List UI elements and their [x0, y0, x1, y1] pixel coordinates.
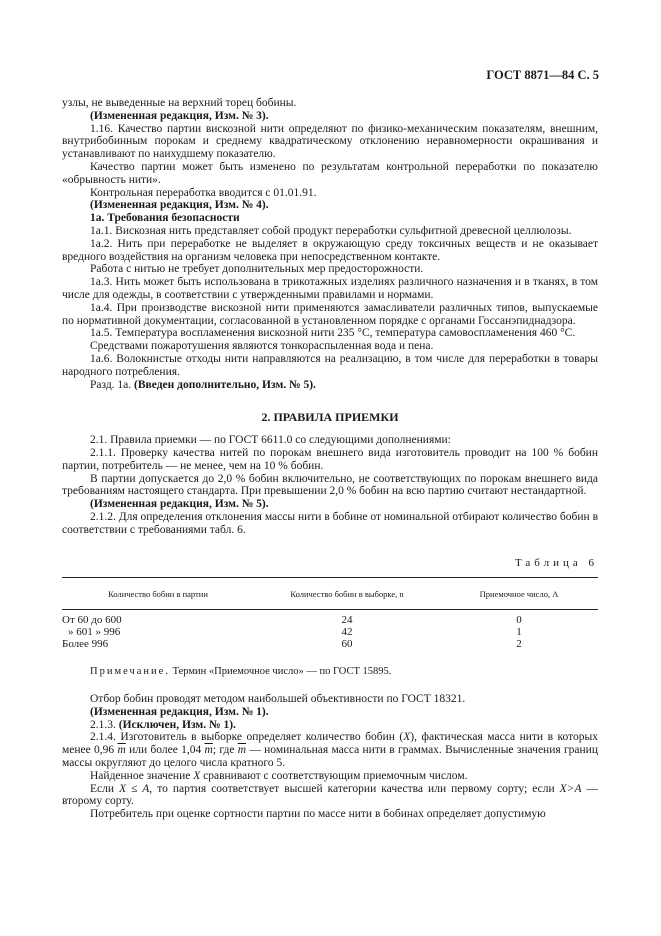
paragraph: 1а.4. При производстве вискозной нити применяются замасливатели различных типов, выпускаемые по нормативной документации, согласованной в установленном порядке с органами Госсанэпиднадзора.: [62, 301, 598, 327]
condition: X>A: [559, 782, 582, 795]
amendment-note: (Исключен, Изм. № 1).: [118, 718, 236, 731]
condition: X ≤ A: [119, 782, 150, 795]
paragraph: 1а.5. Температура воспламенения вискозной нити 235 °С, температура самовоспламенения 460 °С.: [90, 327, 576, 340]
text-run: ), фактическая масса нити в которых менее 0,96: [62, 731, 598, 757]
paragraph: [62, 770, 598, 783]
column-header: Количество бобин в партии: [62, 578, 254, 610]
document-body: [62, 97, 598, 821]
paragraph: [62, 783, 598, 809]
table-caption: Таблица 6: [514, 556, 598, 569]
text-run: сравнивают с соответствующим приемочным числом.: [200, 769, 468, 782]
table-cell: » 601 » 996: [68, 626, 121, 639]
table-cell: 1: [516, 626, 522, 639]
section-ref: Разд. 1а.: [90, 378, 132, 391]
paragraph: Работа с нитью не требует дополнительных мер предосторожности.: [90, 263, 424, 276]
paragraph: 1.16. Качество партии вискозной нити определяют по физико-механическим показателям, внешним, внутрибобинным порокам и среднему квадратическому отклонению неравномерности окрашивания и устанавливают по наихудшему показателю.: [62, 122, 598, 161]
variable-x: X: [403, 731, 411, 744]
paragraph: 2.1. Правила приемки — по ГОСТ 6611.0 со следующими дополнениями:: [90, 434, 451, 447]
variable-m: $\overline{m}$: [204, 744, 213, 757]
table-note: [90, 666, 598, 679]
table-cell: От 60 до 600: [62, 614, 122, 627]
amendment-note: (Измененная редакция, Изм. № 3).: [90, 109, 269, 122]
amendment-note: (Введен дополнительно, Изм. № 5).: [134, 378, 316, 391]
table-cell: Более 996: [62, 638, 109, 651]
paragraph: [62, 379, 598, 392]
table-row: [62, 610, 598, 627]
column-header: Приемочное число, А: [440, 578, 598, 610]
paragraph: 1а.6. Волокнистые отходы нити направляются на реализацию, в том числе для переработки в товары народного потребления.: [62, 352, 598, 378]
column-header: Количество бобин в выборке, n: [254, 578, 440, 610]
paragraph: 1а.2. Нить при переработке не выделяет в окружающую среду токсичных веществ и не оказывает вредного воздействия на организм человека при непосредственном контакте.: [62, 237, 598, 263]
page-header: ГОСТ 8871—84 С. 5: [486, 68, 599, 82]
text-run: ; где: [212, 744, 238, 757]
amendment-note: (Измененная редакция, Изм. № 4).: [90, 199, 269, 212]
text-run: Если: [90, 782, 120, 795]
paragraph: Потребитель при оценке сортности партии по массе нити в бобинах определяет допустимую: [90, 808, 546, 821]
paragraph: 1а.1. Вискозная нить представляет собой продукт переработки сульфитной древесной целлюлозы.: [90, 224, 572, 237]
paragraph: Средствами пожаротушения являются тонкораспыленная вода и пена.: [90, 340, 434, 353]
table-cell: 0: [516, 614, 522, 627]
table-row: [62, 638, 598, 650]
text-run: Найденное значение: [90, 769, 194, 782]
note-text: Термин «Приемочное число» — по ГОСТ 15895.: [172, 666, 392, 678]
paragraph: В партии допускается до 2,0 % бобин включительно, не соответствующих по порокам внешнего вида требованиям настоящего стандарта. При превышении 2,0 % бобин на всю партию считают нестандартной.: [62, 472, 598, 498]
note-label: Примечание.: [90, 666, 170, 678]
table-cell: 2: [516, 638, 522, 651]
paragraph: 2.1.2. Для определения отклонения массы нити в бобине от номинальной отбирают количество бобин в соответствии с требованиями табл. 6.: [62, 510, 598, 536]
table-header-row: [62, 578, 598, 610]
text-run: 2.1.4. Изготовитель в выборке определяет количество бобин (: [90, 731, 404, 744]
subsection-heading: 1а. Требования безопасности: [90, 212, 240, 225]
paragraph: 2.1.1. Проверку качества нитей по порокам внешнего вида изготовитель проводит на 100 % бобин партии, потребитель — не менее, чем на 10 % бобин.: [62, 446, 598, 472]
data-table: [62, 577, 598, 650]
paragraph: Качество партии может быть изменено по результатам контрольной переработки по показателю «обрывность нити».: [62, 160, 598, 186]
paragraph: [62, 731, 598, 769]
table-cell: 42: [341, 626, 353, 639]
variable-m: $\overline{m}$: [117, 744, 126, 757]
paragraph: Контрольная переработка вводится с 01.01.91.: [90, 186, 317, 199]
table-row: [62, 626, 598, 638]
amendment-note: (Измененная редакция, Изм. № 1).: [90, 705, 269, 718]
table-cell: 60: [341, 638, 353, 651]
clause-number: 2.1.3.: [90, 718, 116, 731]
text-run: или более 1,04: [125, 744, 205, 757]
section-title: 2. ПРАВИЛА ПРИЕМКИ: [261, 410, 399, 425]
text-run: — номинальная масса нити в граммах. Вычисленные значения границ массы округляют до целого числа кратного 5.: [62, 744, 598, 770]
table-cell: 24: [341, 614, 353, 627]
paragraph: 1а.3. Нить может быть использована в трикотажных изделиях различного назначения и в тканях, в том числе для одежды, в соответствии с утвержденными правилами и нормами.: [62, 276, 598, 301]
text-run: — второму сорту.: [62, 782, 599, 808]
paragraph: Отбор бобин проводят методом наибольшей объективности по ГОСТ 18321.: [90, 693, 466, 706]
variable-x: X: [193, 769, 201, 782]
text-run: , то партия соответствует высшей категории качества или первому сорту; если: [149, 782, 560, 795]
paragraph: [62, 719, 598, 732]
amendment-note: (Измененная редакция, Изм. № 5).: [90, 498, 269, 511]
paragraph: узлы, не выведенные на верхний торец бобины.: [62, 97, 297, 109]
variable-m: $\overline{m}$: [237, 744, 247, 757]
